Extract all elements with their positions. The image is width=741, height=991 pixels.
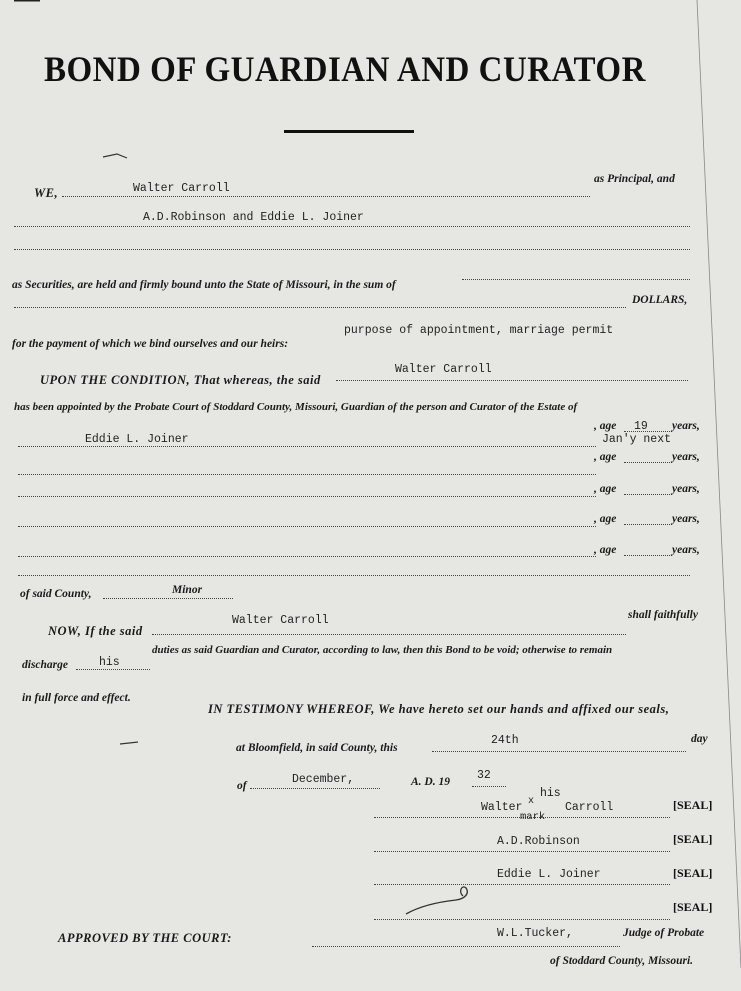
year-value: 32 xyxy=(477,769,491,782)
age-label-3: , age xyxy=(594,483,617,495)
form-title: BOND OF GUARDIAN AND CURATOR xyxy=(44,50,646,90)
securities-names: A.D.Robinson and Eddie L. Joiner xyxy=(143,211,364,224)
years-label-3: years, xyxy=(672,483,700,495)
sig1-x: x xyxy=(528,796,535,807)
sig1-mark: mark xyxy=(520,811,546,823)
securities-label: as Securities, are held and firmly bound unto the State of Missouri, in the sum of xyxy=(12,279,396,291)
stoddard-label: of Stoddard County, Missouri. xyxy=(550,955,694,967)
condition-label: UPON THE CONDITION, That whereas, the said xyxy=(40,373,321,387)
as-principal-label: as Principal, and xyxy=(594,173,675,185)
minor-label: Minor xyxy=(172,584,203,596)
judge-title: Judge of Probate xyxy=(623,927,705,939)
testimony-text: IN TESTIMONY WHEREOF, We have hereto set our hands and affixed our seals, xyxy=(208,702,670,716)
county-label: of said County, xyxy=(20,588,92,600)
age-label-4: , age xyxy=(594,513,617,525)
sig1-name: Walter xyxy=(481,801,523,814)
full-force-text: in full force and effect. xyxy=(22,692,131,704)
of-label: of xyxy=(237,780,247,792)
years-label-1: years, xyxy=(672,420,700,432)
day-label: day xyxy=(691,733,708,745)
duties-text: duties as said Guardian and Curator, according to law, then this Bond to be void; otherwise to remain xyxy=(152,644,613,656)
age-note: Jan'y next xyxy=(602,433,672,446)
seal-label-1: [SEAL] xyxy=(673,798,713,812)
years-label-4: years, xyxy=(672,513,700,525)
age-label-5: , age xyxy=(594,544,617,556)
sig1-his: his xyxy=(540,787,561,800)
ad-label: A. D. 19 xyxy=(411,776,450,788)
ward-name: Eddie L. Joiner xyxy=(85,433,189,446)
dollars-label: DOLLARS, xyxy=(632,294,688,306)
payment-label: for the payment of which we bind ourselves and our heirs: xyxy=(12,338,289,350)
now-if-label: NOW, If the said xyxy=(48,624,143,638)
sig1-surname: Carroll xyxy=(565,801,614,814)
month-value: December, xyxy=(292,773,355,786)
seal-label-2: [SEAL] xyxy=(673,832,713,846)
said-name-2: Walter Carroll xyxy=(232,614,329,627)
seal-label-4: [SEAL] xyxy=(673,900,713,914)
day-value: 24th xyxy=(491,734,519,747)
ward-age: 19 xyxy=(634,420,648,433)
shall-faithfully: shall faithfully xyxy=(628,609,698,621)
pronoun: his xyxy=(99,656,120,669)
years-label-5: years, xyxy=(672,544,700,556)
judge-name: W.L.Tucker, xyxy=(497,927,573,940)
sig2-name: A.D.Robinson xyxy=(497,835,580,848)
seal-label-3: [SEAL] xyxy=(673,866,713,880)
bloomfield-label: at Bloomfield, in said County, this xyxy=(236,742,398,754)
said-name-1: Walter Carroll xyxy=(395,363,492,376)
appointed-text: has been appointed by the Probate Court of Stoddard County, Missouri, Guardian of the person and Curator of the Estate of xyxy=(14,401,578,413)
purpose-text: purpose of appointment, marriage permit xyxy=(344,324,614,337)
principal-name: Walter Carroll xyxy=(133,182,230,195)
sig3-name: Eddie L. Joiner xyxy=(497,868,601,881)
age-label-2: , age xyxy=(594,451,617,463)
years-label-2: years, xyxy=(672,451,700,463)
we-label: WE, xyxy=(34,186,59,200)
approved-label: APPROVED BY THE COURT: xyxy=(58,931,232,945)
age-label-1: , age xyxy=(594,420,617,432)
discharge-label: discharge xyxy=(22,659,68,671)
